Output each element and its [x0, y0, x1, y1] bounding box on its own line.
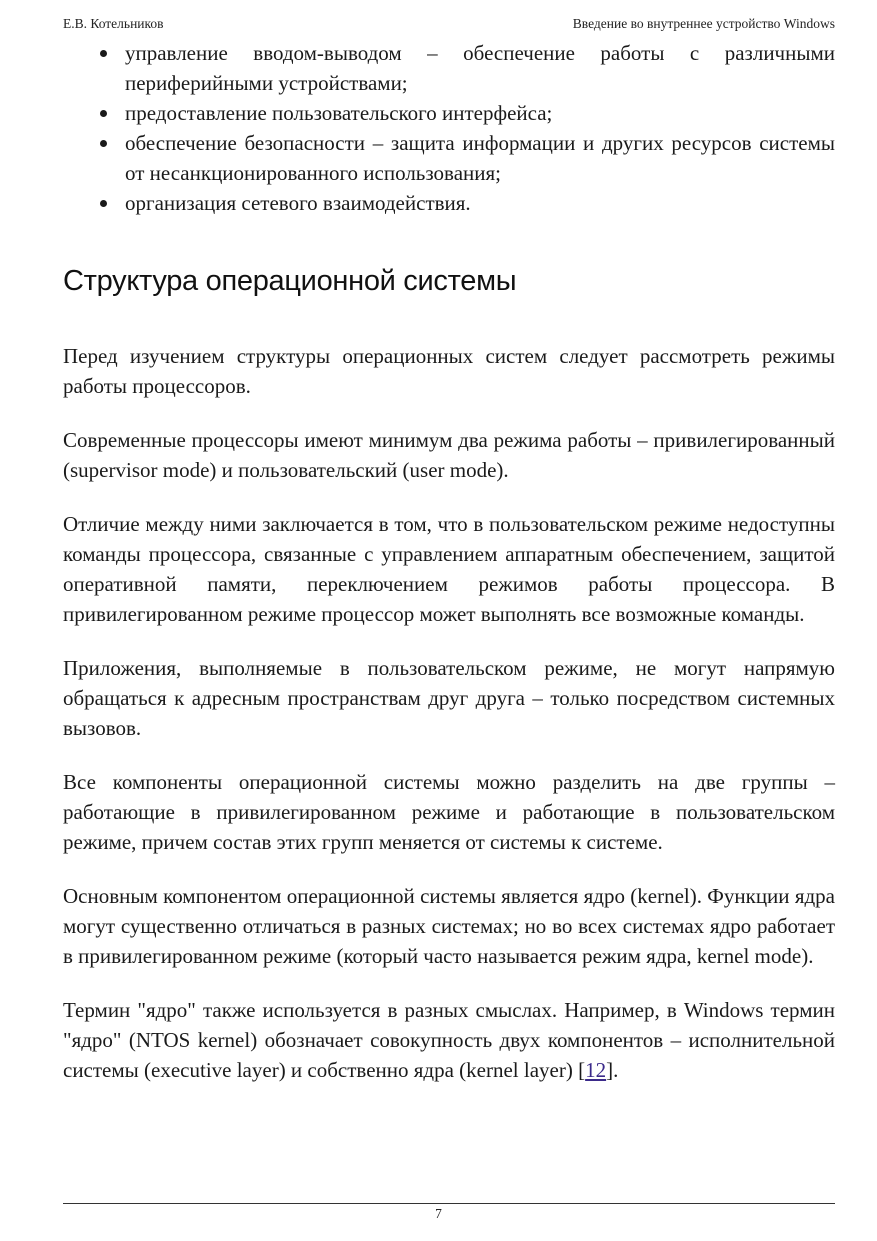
- footer-divider: [63, 1203, 835, 1204]
- header-book-title: Введение во внутреннее устройство Windows: [572, 16, 835, 31]
- reference-link[interactable]: 12: [585, 1058, 607, 1082]
- list-item: организация сетевого взаимодействия.: [125, 188, 835, 218]
- paragraph: Основным компонентом операционной системы является ядро (kernel). Функции ядра могут существенно отличаться в разных системах; но во всех системах ядро работает в привилегированном режиме (который часто называется режим ядра, kernel mode).: [63, 884, 835, 968]
- header-author: Е.В. Котельников: [63, 16, 164, 31]
- paragraph: Перед изучением структуры операционных систем следует рассмотреть режимы работы процессоров.: [63, 344, 835, 398]
- page-number: 7: [435, 1206, 442, 1221]
- list-item: предоставление пользовательского интерфейса;: [125, 98, 835, 128]
- paragraph-text-end: ].: [606, 1058, 619, 1082]
- list-item: обеспечение безопасности – защита информации и других ресурсов системы от несанкционированного использования;: [125, 128, 835, 188]
- paragraph: Все компоненты операционной системы можно разделить на две группы – работающие в привилегированном режиме и работающие в пользовательском режиме, причем состав этих групп меняется от системы к системе.: [63, 770, 835, 854]
- paragraph-text: Термин "ядро" также используется в разных смыслах. Например, в Windows термин "ядро" (NTOS kernel) обозначает совокупность двух компонентов – исполнительной системы (executive layer) и собственно ядра (kernel layer) [: [63, 998, 835, 1082]
- list-item: управление вводом-выводом – обеспечение работы с различными периферийными устройствами;: [125, 38, 835, 98]
- page-body: [63, 38, 835, 1085]
- paragraph: Приложения, выполняемые в пользовательском режиме, не могут напрямую обращаться к адресным пространствам друг друга – только посредством системных вызовов.: [63, 656, 835, 740]
- os-functions-list: [63, 38, 835, 218]
- paragraph-with-reference: [63, 995, 835, 1085]
- paragraph: Отличие между ними заключается в том, что в пользовательском режиме недоступны команды процессора, связанные с управлением аппаратным обеспечением, защитой оперативной памяти, переключением режимов работы процессора. В привилегированном режиме процессор может выполнять все возможные команды.: [63, 512, 835, 626]
- section-heading: Структура операционной системы: [63, 265, 517, 297]
- paragraph: Современные процессоры имеют минимум два режима работы – привилегированный (supervisor mode) и пользовательский (user mode).: [63, 428, 835, 482]
- page-header: [63, 16, 835, 36]
